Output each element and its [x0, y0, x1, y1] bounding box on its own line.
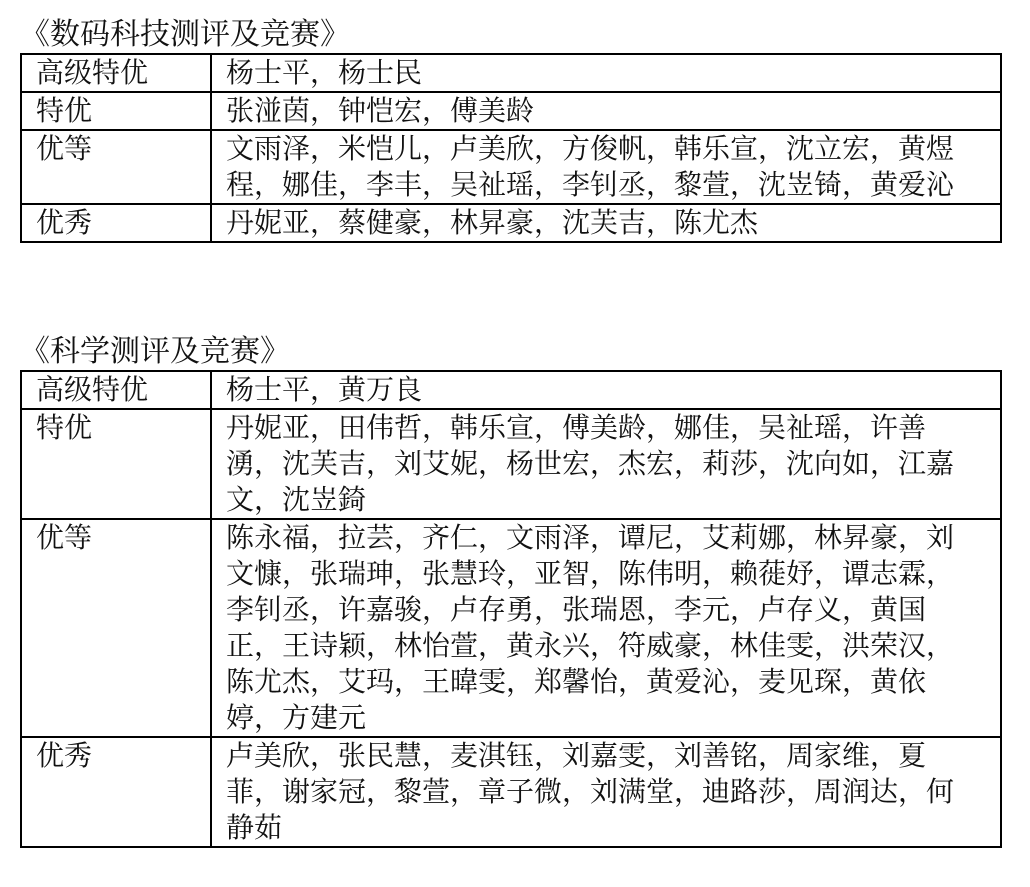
- winner-names: 丹妮亚，蔡健豪，林昇豪，沈芙吉，陈尤杰: [211, 204, 1001, 242]
- table-row: [21, 371, 1001, 409]
- section-digital-tech: [20, 17, 1002, 243]
- winner-names: 文雨泽，米恺儿，卢美欣，方俊帆，韩乐宣，沈立宏，黄煜程，娜佳，李丰，吴祉瑶，李钊丞，黎萱，沈岦锜，黄爱沁: [211, 130, 1001, 204]
- section-title: 《科学测评及竞赛》: [20, 334, 290, 369]
- table-row: [21, 92, 1001, 130]
- table-row: [21, 54, 1001, 92]
- award-level: 优秀: [21, 204, 211, 242]
- winner-names: 卢美欣，张民慧，麦淇钰，刘嘉雯，刘善铭，周家维，夏菲，谢家冠，黎萱，章子微，刘满堂，迪路莎，周润达，何静茹: [211, 737, 1001, 847]
- award-level: 优秀: [21, 737, 211, 847]
- table-row: [21, 409, 1001, 519]
- winner-names: 陈永福，拉芸，齐仁，文雨泽，谭尼，艾莉娜，林昇豪，刘文慷，张瑞珅，张慧玲，亚智，陈伟明，赖蓰妤，谭志霖，李钊丞，许嘉骏，卢存勇，张瑞恩，李元，卢存义，黄国正，王诗颖，林怡萱，黄永兴，符威豪，林佳雯，洪荣汉，陈尤杰，艾玛，王暐雯，郑馨怡，黄爱沁，麦见琛，黄依婷，方建元: [211, 519, 1001, 737]
- table-row: [21, 204, 1001, 242]
- award-level: 优等: [21, 519, 211, 737]
- winner-names: 丹妮亚，田伟哲，韩乐宣，傅美龄，娜佳，吴祉瑶，许善湧，沈芙吉，刘艾妮，杨世宏，杰宏，莉莎，沈向如，江嘉文，沈岦錡: [211, 409, 1001, 519]
- table-row: [21, 130, 1001, 204]
- award-level: 高级特优: [21, 371, 211, 409]
- award-table: [20, 370, 1002, 848]
- table-row: [21, 737, 1001, 847]
- section-title: 《数码科技测评及竞赛》: [20, 17, 350, 52]
- section-science: [20, 334, 1002, 848]
- award-level: 优等: [21, 130, 211, 204]
- award-level: 特优: [21, 92, 211, 130]
- award-level: 特优: [21, 409, 211, 519]
- award-level: 高级特优: [21, 54, 211, 92]
- award-table: [20, 53, 1002, 243]
- table-row: [21, 519, 1001, 737]
- winner-names: 杨士平，杨士民: [211, 54, 1001, 92]
- winner-names: 杨士平，黄万良: [211, 371, 1001, 409]
- winner-names: 张湴茵，钟恺宏，傅美龄: [211, 92, 1001, 130]
